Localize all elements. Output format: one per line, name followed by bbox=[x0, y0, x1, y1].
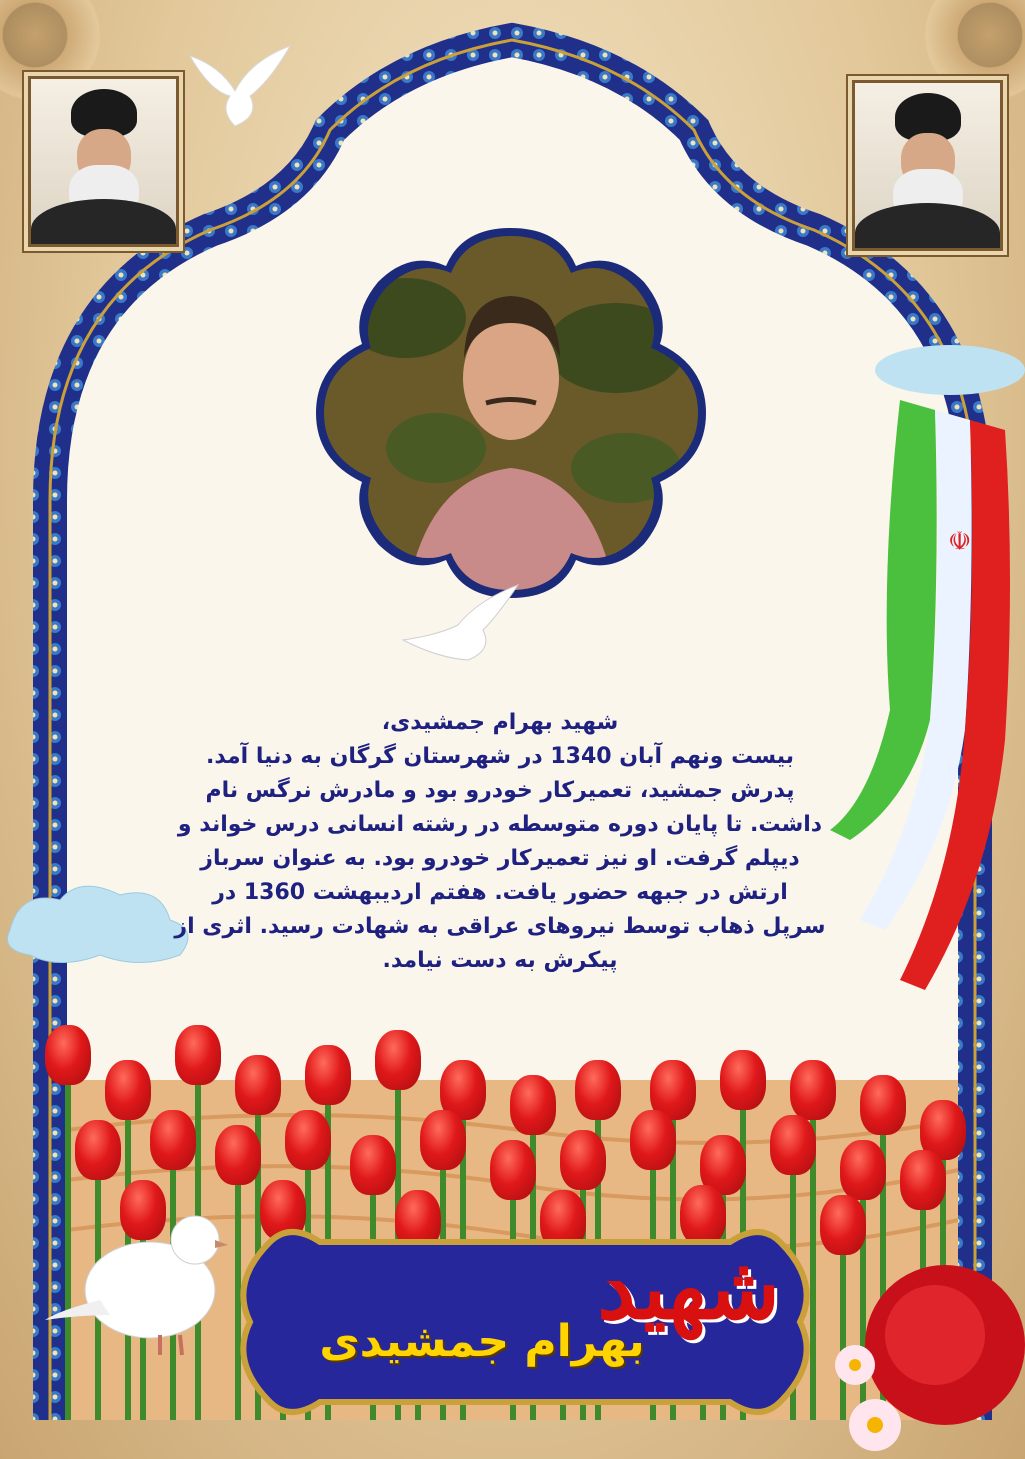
portrait-right bbox=[852, 80, 1003, 251]
biography-line: ارتش در جبهه حضور یافت. هفتم اردیبهشت 1360 در bbox=[212, 880, 788, 905]
dove-icon bbox=[398, 580, 528, 670]
biography-line: داشت. تا پایان دوره متوسطه در رشته انسانی درس خواند و bbox=[177, 812, 823, 837]
rose-icon bbox=[835, 1255, 1025, 1459]
biography-text bbox=[150, 706, 850, 978]
biography-line: دیپلم گرفت. او نیز تعمیرکار خودرو بود. به عنوان سرباز bbox=[200, 846, 800, 871]
banner-title-word: شهید bbox=[597, 1238, 780, 1339]
dove-icon bbox=[180, 36, 300, 136]
svg-text:☫: ☫ bbox=[948, 527, 972, 557]
martyr-photo bbox=[316, 228, 706, 598]
portrait-left bbox=[28, 76, 179, 247]
biography-line: پیکرش به دست نیامد. bbox=[382, 948, 618, 973]
iran-flag-ribbon bbox=[830, 330, 1025, 1000]
biography-line: بیست ونهم آبان 1340 در شهرستان گرگان به دنیا آمد. bbox=[205, 744, 795, 769]
biography-line: شهید بهرام جمشیدی، bbox=[381, 710, 619, 735]
dove-icon bbox=[40, 1200, 230, 1360]
biography-line: پدرش جمشید، تعمیرکار خودرو بود و مادرش نرگس نام bbox=[205, 778, 795, 803]
banner-name: بهرام جمشیدی bbox=[319, 1316, 645, 1367]
biography-line: سرپل ذهاب توسط نیروهای عراقی به شهادت رسید. اثری از bbox=[174, 914, 826, 939]
